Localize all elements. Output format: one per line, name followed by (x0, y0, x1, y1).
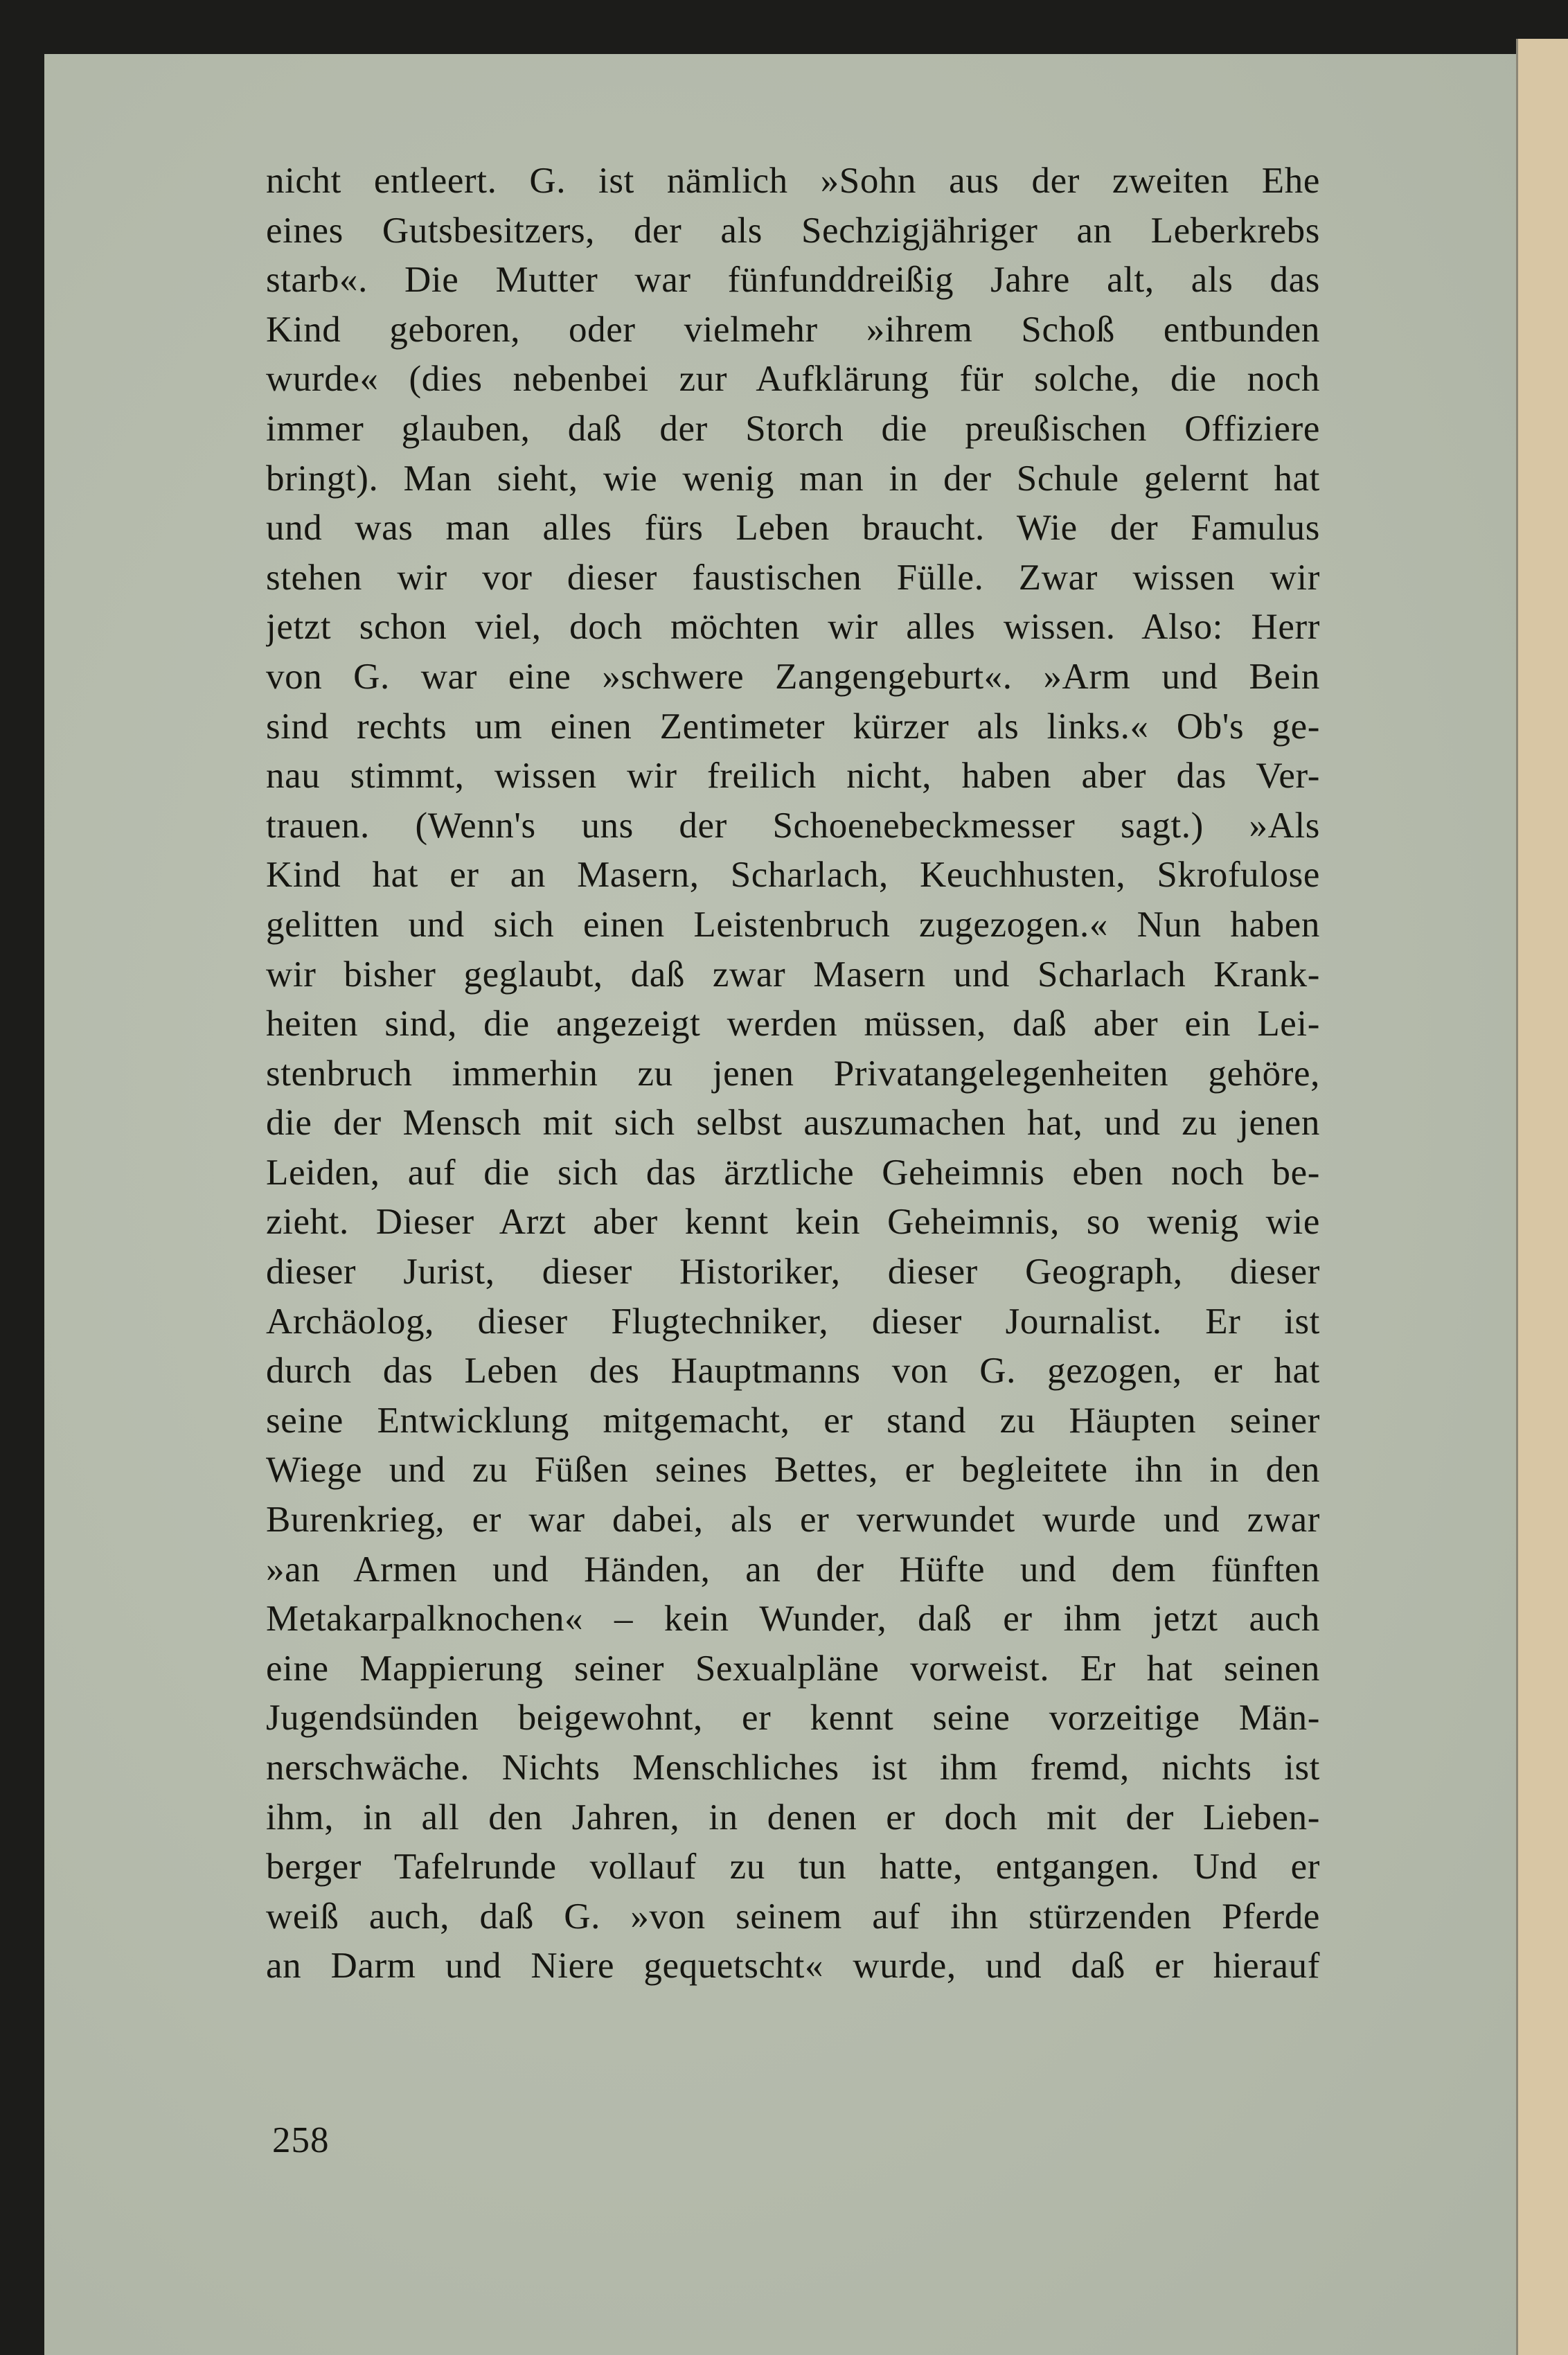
text-line: dieser Jurist, dieser Historiker, dieser Geograph, dieser (266, 1252, 1320, 1292)
text-line: gelitten und sich einen Leistenbruch zugezogen.« Nun haben (266, 904, 1320, 945)
text-line: starb«. Die Mutter war fünfunddreißig Jahre alt, als das (266, 260, 1320, 301)
body-text (266, 157, 1320, 1991)
text-line: trauen. (Wenn's uns der Schoenebeckmesser sagt.) »Als (266, 805, 1320, 846)
text-line: Wiege und zu Füßen seines Bettes, er begleitete ihn in den (266, 1450, 1320, 1491)
text-line: Metakarpalknochen« – kein Wunder, daß er ihm jetzt auch (266, 1599, 1320, 1639)
text-line: »an Armen und Händen, an der Hüfte und dem fünften (266, 1549, 1320, 1590)
text-line: stehen wir vor dieser faustischen Fülle. Zwar wissen wir (266, 557, 1320, 598)
text-line: von G. war eine »schwere Zangengeburt«. »Arm und Bein (266, 656, 1320, 697)
text-line: Kind geboren, oder vielmehr »ihrem Schoß entbunden (266, 309, 1320, 350)
text-line: heiten sind, die angezeigt werden müssen, daß aber ein Lei- (266, 1004, 1320, 1045)
text-line: nerschwäche. Nichts Menschliches ist ihm fremd, nichts ist (266, 1748, 1320, 1788)
text-line: und was man alles fürs Leben braucht. Wie der Famulus (266, 508, 1320, 549)
facing-page-edge (1516, 39, 1568, 2355)
text-line: wurde« (dies nebenbei zur Aufklärung für solche, die noch (266, 359, 1320, 400)
text-line: weiß auch, daß G. »von seinem auf ihn stürzenden Pferde (266, 1896, 1320, 1937)
text-line: stenbruch immerhin zu jenen Privatangelegenheiten gehöre, (266, 1053, 1320, 1094)
text-line: an Darm und Niere gequetscht« wurde, und daß er hierauf (266, 1946, 1320, 1987)
text-line: wir bisher geglaubt, daß zwar Masern und Scharlach Krank- (266, 954, 1320, 995)
text-line: ihm, in all den Jahren, in denen er doch mit der Lieben- (266, 1797, 1320, 1838)
text-line: sind rechts um einen Zentimeter kürzer als links.« Ob's ge- (266, 706, 1320, 747)
page-number: 258 (272, 2120, 330, 2160)
text-line: nicht entleert. G. ist nämlich »Sohn aus der zweiten Ehe (266, 161, 1320, 201)
text-line: die der Mensch mit sich selbst auszumachen hat, und zu jenen (266, 1103, 1320, 1144)
text-line: eines Gutsbesitzers, der als Sechzigjähriger an Leberkrebs (266, 210, 1320, 251)
text-line: zieht. Dieser Arzt aber kennt kein Geheimnis, so wenig wie (266, 1202, 1320, 1243)
text-line: Burenkrieg, er war dabei, als er verwundet wurde und zwar (266, 1500, 1320, 1540)
text-line: Archäolog, dieser Flugtechniker, dieser Journalist. Er ist (266, 1301, 1320, 1342)
text-line: berger Tafelrunde vollauf zu tun hatte, entgangen. Und er (266, 1847, 1320, 1887)
text-line: nau stimmt, wissen wir freilich nicht, haben aber das Ver- (266, 756, 1320, 797)
text-line: bringt). Man sieht, wie wenig man in der Schule gelernt hat (266, 458, 1320, 499)
text-line: durch das Leben des Hauptmanns von G. gezogen, er hat (266, 1351, 1320, 1392)
text-line: jetzt schon viel, doch möchten wir alles wissen. Also: Herr (266, 607, 1320, 648)
text-line: eine Mappierung seiner Sexualpläne vorweist. Er hat seinen (266, 1648, 1320, 1689)
text-line: Kind hat er an Masern, Scharlach, Keuchhusten, Skrofulose (266, 855, 1320, 896)
text-line: Jugendsünden beigewohnt, er kennt seine vorzeitige Män- (266, 1698, 1320, 1739)
text-line: Leiden, auf die sich das ärztliche Geheimnis eben noch be- (266, 1152, 1320, 1193)
text-line: immer glauben, daß der Storch die preußischen Offiziere (266, 408, 1320, 449)
text-line: seine Entwicklung mitgemacht, er stand zu Häupten seiner (266, 1400, 1320, 1441)
